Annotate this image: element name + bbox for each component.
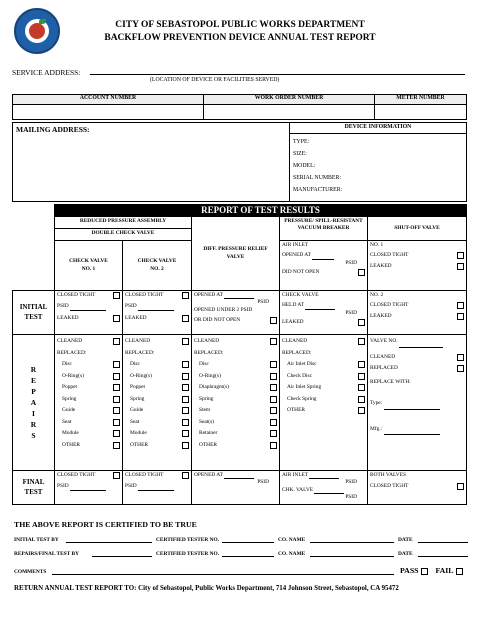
cv1-final-cell[interactable]: [55, 471, 123, 505]
cv2-closed-tight-checkbox[interactable]: [182, 292, 189, 299]
diff-repairs-cell[interactable]: [192, 335, 280, 471]
device-type-label: TYPE:: [293, 138, 310, 145]
diff-stem-checkbox[interactable]: [270, 407, 277, 414]
no1-label: NO. 1: [370, 242, 384, 248]
pvb-initial-top[interactable]: [280, 241, 368, 291]
cv1-other-checkbox[interactable]: [113, 442, 120, 449]
pvb-final-cell[interactable]: [280, 471, 368, 505]
cv1-poppet-checkbox[interactable]: [113, 384, 120, 391]
pvb-initial-cell[interactable]: [280, 291, 368, 335]
check-valve-2-header: CHECK VALVE NO. 2: [123, 241, 192, 291]
cv2-guide-label: Guide: [130, 407, 144, 413]
shutoff-replaced-checkbox[interactable]: [457, 365, 464, 372]
cv2-seat-label: Seat: [130, 418, 140, 425]
repairs-final-by-field[interactable]: [92, 556, 152, 557]
cv2-orings-label: O-Ring(s): [130, 372, 152, 379]
cv2-guide-checkbox[interactable]: [182, 407, 189, 414]
cv1-cleaned-label: CLEANED: [57, 338, 83, 344]
diff-opened-at-label: OPENED AT: [194, 292, 223, 298]
closed-tight-checkbox[interactable]: [457, 252, 464, 259]
initial-test-by-label: INITIAL TEST BY: [14, 537, 59, 543]
no2-label: NO. 2: [370, 292, 384, 298]
cv2-poppet-label: Poppet: [130, 384, 145, 390]
pvb-check-spring-checkbox[interactable]: [358, 396, 365, 403]
initial-co-name-field[interactable]: [310, 542, 394, 543]
shutoff-initial-cell[interactable]: [368, 291, 467, 335]
meter-number-field[interactable]: [375, 105, 467, 120]
diff-orings-checkbox[interactable]: [270, 373, 277, 380]
cv2-spring-label: Spring: [130, 395, 145, 402]
shutoff-cleaned-label: CLEANED: [370, 353, 396, 360]
pass-fail-group: [400, 566, 463, 575]
device-manufacturer-label: MANUFACTURER:: [293, 186, 343, 193]
pass-checkbox[interactable]: [421, 568, 428, 575]
pvb-final-chk-valve-label: CHK. VALVE: [282, 486, 314, 493]
diff-initial-cell[interactable]: [192, 291, 280, 335]
valve-no-label: VALVE NO.: [370, 338, 398, 344]
diff-final-psid-label: PSID: [257, 479, 269, 486]
pvb-other-checkbox[interactable]: [358, 407, 365, 414]
header-line-2: BACKFLOW PREVENTION DEVICE ANNUAL TEST REPORT: [104, 33, 376, 43]
return-address: RETURN ANNUAL TEST REPORT TO: City of Sebastopol, Public Works Department, 714 Johnson Street, Sebastopol, CA 95472: [14, 585, 399, 592]
diff-disc-label: Disc: [199, 361, 209, 367]
diff-disc-checkbox[interactable]: [270, 361, 277, 368]
cv1-initial-cell[interactable]: [55, 291, 123, 335]
rpa-header: REDUCED PRESSURE ASSEMBLY: [55, 217, 192, 229]
results-table: [12, 216, 467, 505]
repairs-final-by-label: REPAIRS/FINAL TEST BY: [14, 551, 80, 557]
initial-test-by-field[interactable]: [66, 542, 152, 543]
no2-closed-tight-checkbox[interactable]: [457, 302, 464, 309]
repairs-label: REPAIRS: [13, 335, 55, 471]
pvb-psid-label: PSID: [345, 309, 357, 316]
shutoff-final-closed-tight-checkbox[interactable]: [457, 483, 464, 490]
cv2-closed-tight-label: CLOSED TIGHT: [125, 292, 164, 298]
diff-seats-label: Seat(s): [199, 418, 214, 425]
cv1-final-closed-tight-label: CLOSED TIGHT: [57, 472, 96, 478]
opened-under-label: OPENED UNDER 2 PSID: [194, 306, 253, 313]
opened-at-label: OPENED AT: [282, 252, 311, 259]
cv2-initial-cell[interactable]: [123, 291, 192, 335]
final-date-label: DATE: [398, 551, 413, 557]
cv2-final-cell[interactable]: [123, 471, 192, 505]
cv2-final-closed-tight-label: CLOSED TIGHT: [125, 472, 164, 478]
final-co-name-field[interactable]: [310, 556, 394, 557]
pvb-air-inlet-disc-checkbox[interactable]: [358, 361, 365, 368]
diff-final-cell[interactable]: [192, 471, 280, 505]
final-co-name-label: CO. NAME: [278, 551, 306, 557]
pvb-check-spring-label: Check Spring: [287, 395, 317, 402]
cv1-cleaned-checkbox[interactable]: [113, 338, 120, 345]
initial-co-name-label: CO. NAME: [278, 537, 306, 543]
diff-spring-label: Spring: [199, 395, 214, 402]
mailing-address-label: MAILING ADDRESS:: [16, 125, 90, 134]
cv2-disc-checkbox[interactable]: [182, 361, 189, 368]
diff-final-opened-at-label: OPENED AT: [194, 472, 223, 478]
diff-diaphragm-label: Diaphragm(s): [199, 384, 229, 390]
held-at-label: HELD AT: [282, 302, 304, 309]
cv2-final-closed-tight-checkbox[interactable]: [182, 472, 189, 479]
replace-with-label: REPLACE WITH:: [370, 378, 411, 385]
leaked-label: LEAKED: [370, 262, 392, 269]
cv1-leaked-label: LEAKED: [57, 314, 79, 321]
did-not-open-label: DID NOT OPEN: [282, 268, 320, 275]
cv1-leaked-checkbox[interactable]: [113, 315, 120, 322]
shutoff-cleaned-checkbox[interactable]: [457, 354, 464, 361]
pvb-leaked-checkbox[interactable]: [358, 319, 365, 326]
cv2-other-label: OTHER: [130, 441, 148, 448]
cv2-cleaned-checkbox[interactable]: [182, 338, 189, 345]
pvb-air-inlet-spring-label: Air Inlet Spring: [287, 384, 322, 390]
cv1-other-label: OTHER: [62, 441, 80, 448]
cv2-replaced-label: REPLACED:: [125, 349, 155, 356]
pvb-final-psid-label: PSID: [345, 479, 357, 486]
cv2-poppet-checkbox[interactable]: [182, 384, 189, 391]
diff-orings-label: O-Ring(s): [199, 372, 221, 379]
shutoff-repairs-cell[interactable]: [368, 335, 467, 471]
no2-leaked-checkbox[interactable]: [457, 313, 464, 320]
diff-psid-label: PSID: [257, 299, 269, 306]
check-valve-1-header: CHECK VALVE NO. 1: [55, 241, 123, 291]
leaked-checkbox[interactable]: [457, 263, 464, 270]
cv2-other-checkbox[interactable]: [182, 442, 189, 449]
both-valves-label: BOTH VALVES: [370, 472, 406, 478]
diff-replaced-label: REPLACED:: [194, 349, 224, 356]
work-order-header: WORK ORDER NUMBER: [204, 95, 375, 105]
mailing-device-table: [12, 122, 467, 202]
diff-cleaned-label: CLEANED: [194, 338, 220, 344]
shutoff-header: SHUT-OFF VALVE: [368, 217, 467, 241]
device-model-label: MODEL:: [293, 162, 316, 169]
cv2-module-checkbox[interactable]: [182, 430, 189, 437]
shutoff-type-label: Type:: [370, 400, 383, 406]
initial-tester-no-label: CERTIFIED TESTER NO.: [156, 537, 220, 543]
pvb-cleaned-label: CLEANED: [282, 338, 308, 344]
pvb-check-valve-label: CHECK VALVE: [282, 292, 319, 298]
pvb-check-disc-checkbox[interactable]: [358, 373, 365, 380]
city-seal-logo: [14, 8, 60, 54]
cv1-closed-tight-label: CLOSED TIGHT: [57, 292, 96, 298]
pvb-other-label: OTHER: [287, 407, 305, 413]
cv1-seat-checkbox[interactable]: [113, 419, 120, 426]
cv1-psid-label: PSID: [57, 303, 69, 310]
pass-label: PASS: [400, 566, 419, 575]
numbers-table: [12, 94, 467, 120]
diff-cleaned-checkbox[interactable]: [270, 338, 277, 345]
cv1-repairs-cell[interactable]: [55, 335, 123, 471]
final-tester-no-field[interactable]: [222, 556, 274, 557]
report-title: REPORT OF TEST RESULTS: [54, 204, 467, 216]
cv1-guide-label: Guide: [62, 407, 76, 413]
final-date-field[interactable]: [418, 556, 468, 557]
pvb-header: PRESSURE/ SPILL-RESISTANT VACUUM BREAKER: [280, 217, 368, 241]
fail-label: FAIL: [435, 566, 454, 575]
cv1-closed-tight-checkbox[interactable]: [113, 292, 120, 299]
diff-pressure-header: DIFF. PRESSURE RELIEF VALVE: [192, 217, 280, 291]
closed-tight-label: CLOSED TIGHT: [370, 252, 409, 259]
initial-tester-no-field[interactable]: [222, 542, 274, 543]
cv2-final-psid-label: PSID: [125, 483, 137, 490]
pvb-air-inlet-disc-label: Air Inlet Disc: [287, 361, 317, 367]
header-line-1: CITY OF SEBASTOPOL PUBLIC WORKS DEPARTMENT: [115, 20, 365, 30]
comments-field[interactable]: [52, 574, 394, 575]
pvb-cleaned-checkbox[interactable]: [358, 338, 365, 345]
diff-retainer-label: Retainer: [199, 430, 218, 436]
service-address-sublabel: (LOCATION OF DEVICE OR FACILITIES SERVED): [150, 77, 280, 83]
diff-seats-checkbox[interactable]: [270, 419, 277, 426]
account-number-header: ACCOUNT NUMBER: [13, 95, 204, 105]
diff-diaphragm-checkbox[interactable]: [270, 384, 277, 391]
psid-label: PSID: [345, 259, 357, 266]
shutoff-initial-top[interactable]: [368, 241, 467, 291]
meter-number-header: METER NUMBER: [375, 95, 467, 105]
pvb-final-air-inlet-label: AIR INLET: [282, 472, 309, 478]
pvb-air-inlet-spring-checkbox[interactable]: [358, 384, 365, 391]
cv1-guide-checkbox[interactable]: [113, 407, 120, 414]
final-test-label: FINAL TEST: [13, 471, 55, 505]
or-did-not-open-label: OR DID NOT OPEN: [194, 316, 241, 323]
diff-spring-checkbox[interactable]: [270, 396, 277, 403]
diff-did-not-open-checkbox[interactable]: [270, 317, 277, 324]
diff-stem-label: Stem: [199, 407, 211, 413]
cv1-spring-label: Spring: [62, 395, 77, 402]
cv1-spring-checkbox[interactable]: [113, 396, 120, 403]
cv1-disc-label: Disc: [62, 361, 72, 367]
shutoff-mfg-label: Mfg.:: [370, 425, 383, 432]
no2-closed-tight-label: CLOSED TIGHT: [370, 302, 409, 309]
diff-other-checkbox[interactable]: [270, 442, 277, 449]
comments-label: COMMENTS: [14, 569, 47, 575]
device-info-title: DEVICE INFORMATION: [290, 123, 466, 134]
cv2-psid-label: PSID: [125, 303, 137, 310]
pvb-check-disc-label: Check Disc: [287, 372, 313, 379]
cv2-disc-label: Disc: [130, 361, 140, 367]
account-number-field[interactable]: [13, 105, 204, 120]
shutoff-replaced-label: REPLACED: [370, 365, 398, 371]
diff-other-label: OTHER: [199, 441, 217, 448]
service-address-field[interactable]: [90, 74, 465, 75]
initial-test-label: INITIAL TEST: [13, 291, 55, 335]
cv2-repairs-cell[interactable]: [123, 335, 192, 471]
service-address-label: SERVICE ADDRESS:: [12, 68, 81, 77]
cv1-module-label: Module: [62, 430, 79, 436]
cv1-orings-label: O-Ring(s): [62, 372, 84, 379]
work-order-field[interactable]: [204, 105, 375, 120]
initial-date-label: DATE: [398, 537, 413, 543]
cv2-cleaned-label: CLEANED: [125, 338, 151, 344]
air-inlet-label: AIR INLET: [282, 242, 309, 248]
cv2-spring-checkbox[interactable]: [182, 396, 189, 403]
cv1-poppet-label: Poppet: [62, 384, 77, 390]
cv2-leaked-label: LEAKED: [125, 314, 147, 321]
cv1-final-psid-label: PSID: [57, 483, 69, 490]
final-tester-no-label: CERTIFIED TESTER NO.: [156, 551, 220, 557]
diff-retainer-checkbox[interactable]: [270, 430, 277, 437]
cv1-module-checkbox[interactable]: [113, 430, 120, 437]
fail-checkbox[interactable]: [456, 568, 463, 575]
dcv-header: DOUBLE CHECK VALVE: [55, 229, 192, 241]
pvb-final-psid-label-2: PSID: [345, 493, 357, 500]
pvb-replaced-label: REPLACED:: [282, 349, 312, 356]
pvb-leaked-label: LEAKED: [282, 318, 304, 325]
cv1-orings-checkbox[interactable]: [113, 373, 120, 380]
cv1-replaced-label: REPLACED:: [57, 349, 87, 356]
cv2-module-label: Module: [130, 430, 147, 436]
cv1-final-closed-tight-checkbox[interactable]: [113, 472, 120, 479]
device-serial-label: SERIAL NUMBER:: [293, 174, 341, 181]
pvb-repairs-cell[interactable]: [280, 335, 368, 471]
cv2-leaked-checkbox[interactable]: [182, 315, 189, 322]
no2-leaked-label: LEAKED: [370, 312, 392, 319]
shutoff-final-closed-tight-label: CLOSED TIGHT: [370, 483, 409, 490]
cv1-disc-checkbox[interactable]: [113, 361, 120, 368]
certified-statement: THE ABOVE REPORT IS CERTIFIED TO BE TRUE: [14, 520, 197, 529]
cv2-orings-checkbox[interactable]: [182, 373, 189, 380]
cv1-seat-label: Seat: [62, 418, 72, 425]
cv2-seat-checkbox[interactable]: [182, 419, 189, 426]
did-not-open-checkbox[interactable]: [358, 269, 365, 276]
initial-date-field[interactable]: [418, 542, 468, 543]
shutoff-final-cell[interactable]: [368, 471, 467, 505]
device-size-label: SIZE:: [293, 150, 307, 157]
mailing-address-cell[interactable]: [13, 123, 290, 202]
